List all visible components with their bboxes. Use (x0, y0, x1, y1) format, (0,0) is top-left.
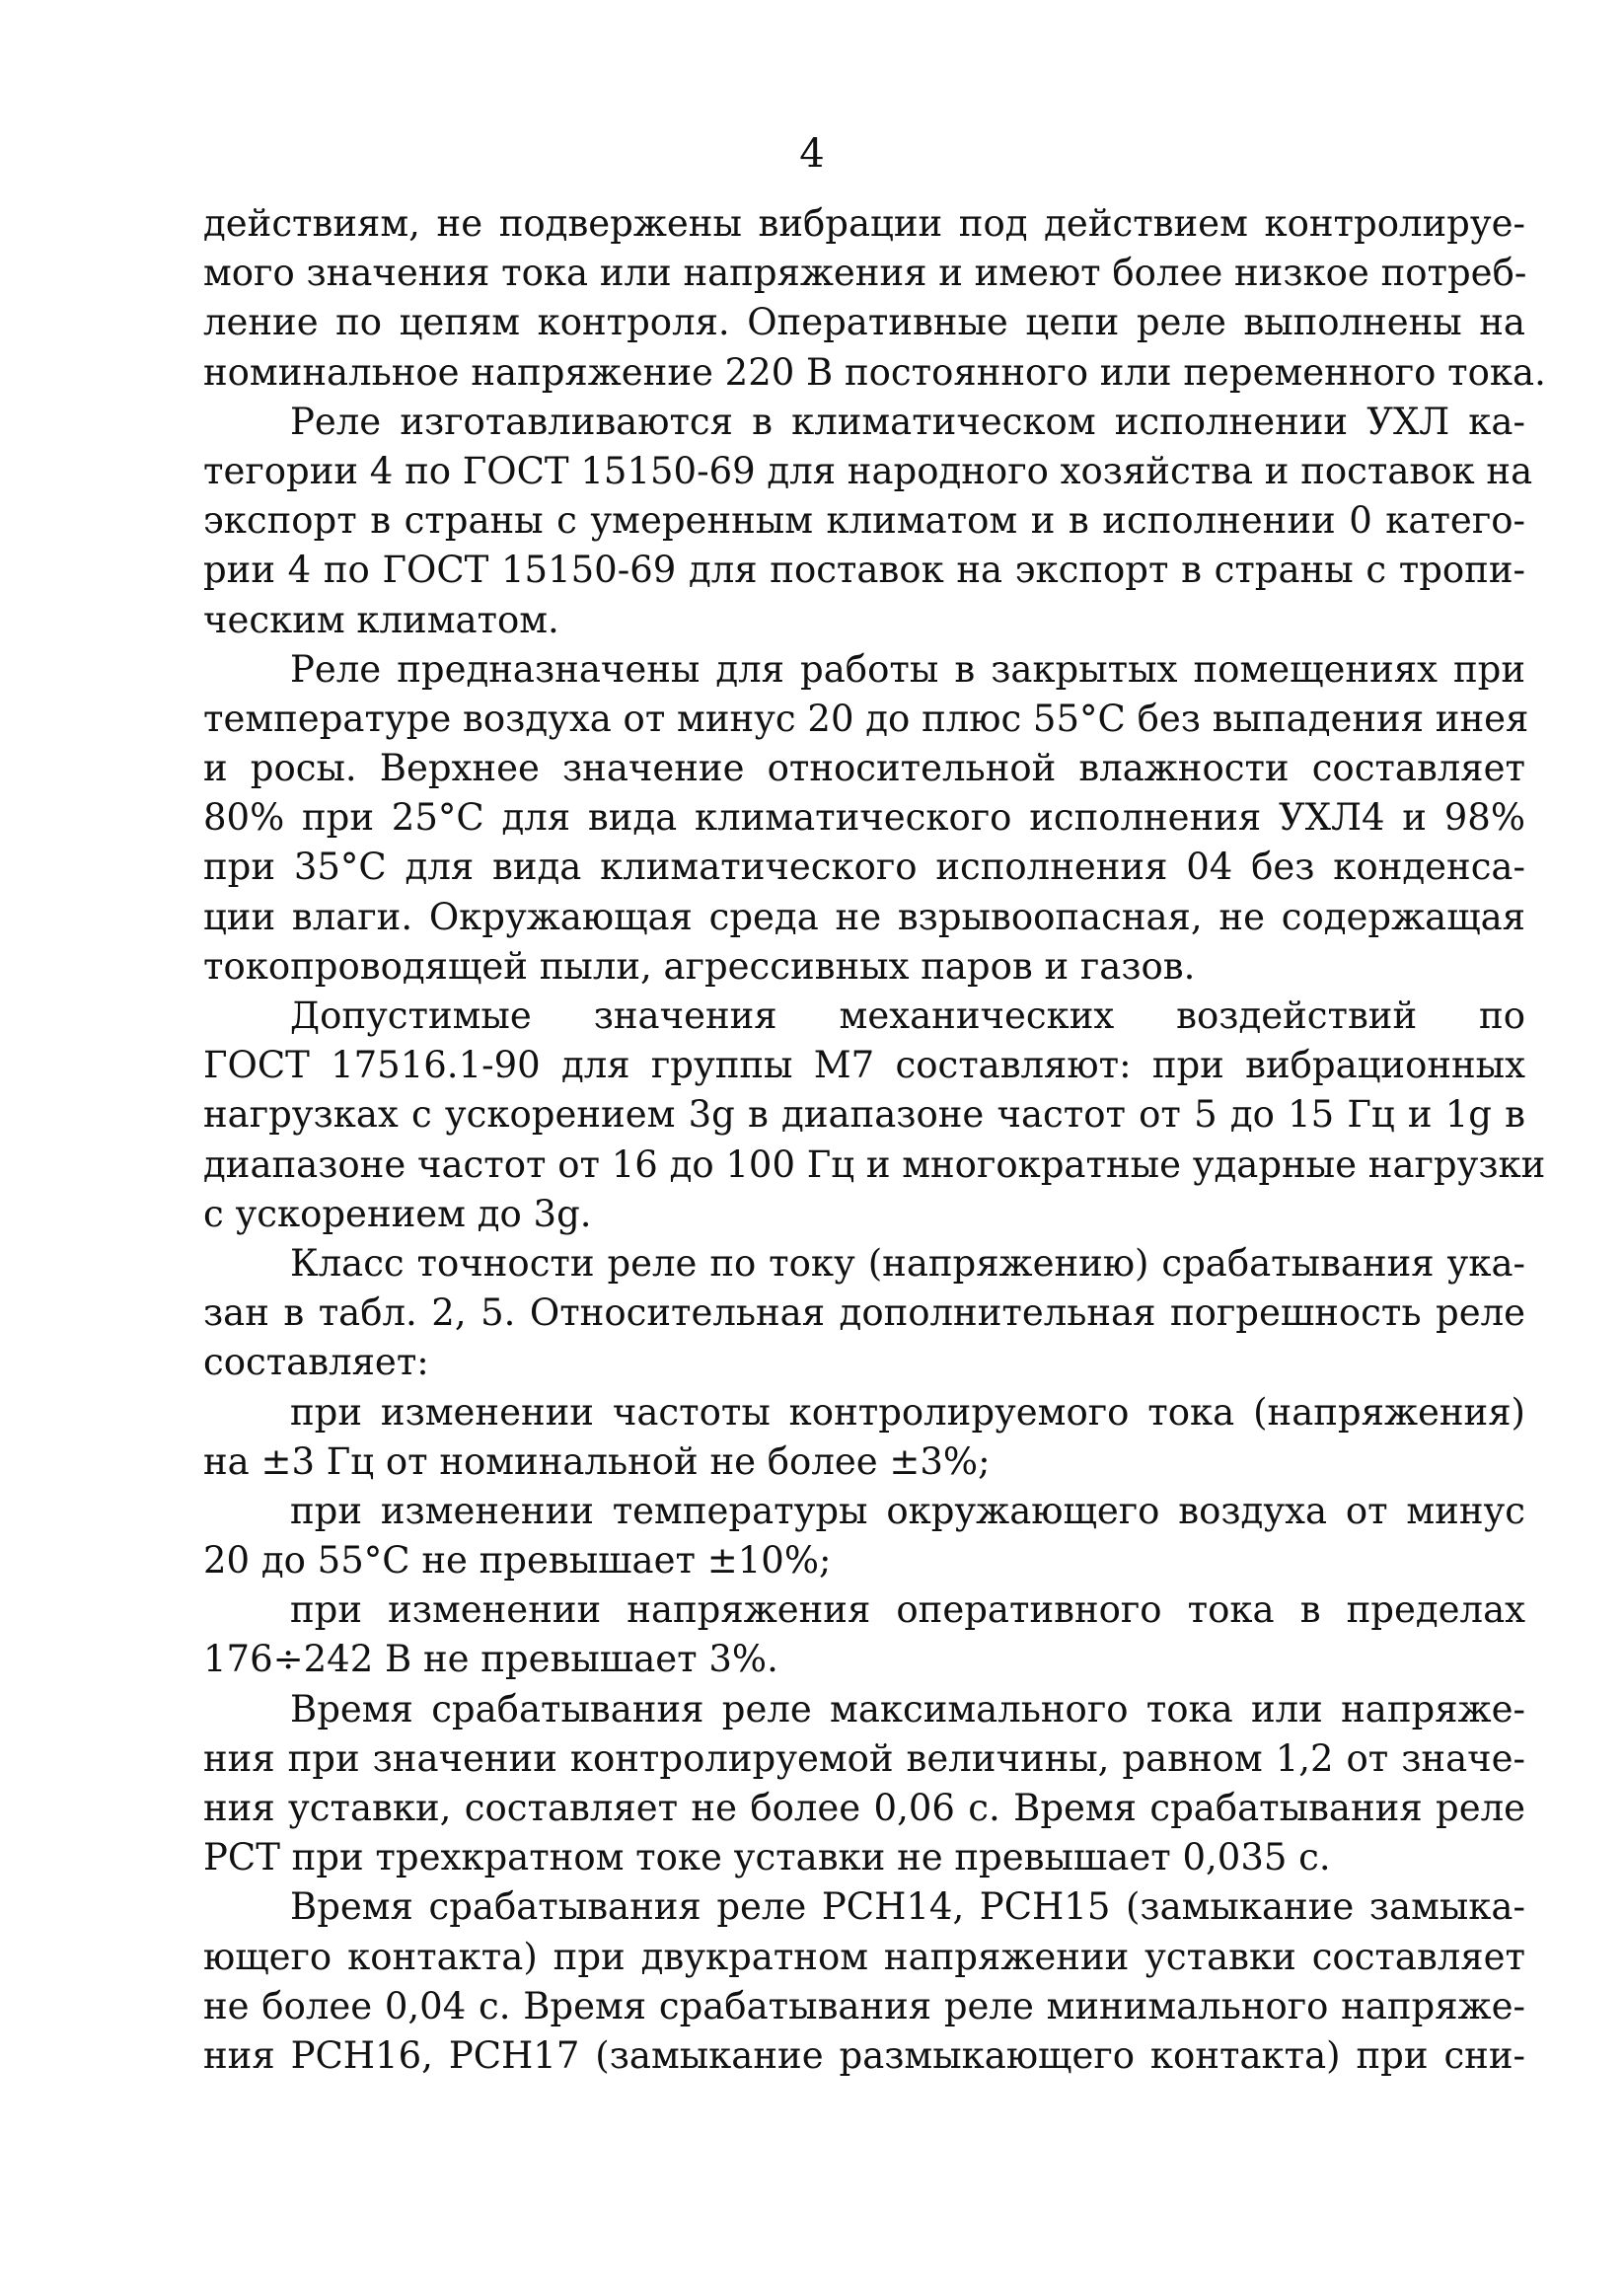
text-line: Реле предназначены для работы в закрытых помещениях при (290, 647, 1525, 691)
text-line: ции влаги. Окружающая среда не взрывоопасная, не содержащая (203, 895, 1525, 938)
text-line: зан в табл. 2, 5. Относительная дополнительная погрешность реле (203, 1291, 1525, 1335)
page-number: 4 (799, 131, 825, 177)
text-line: при изменении напряжения оперативного тока в пределах (290, 1588, 1525, 1632)
text-line: рии 4 по ГОСТ 15150-69 для поставок на экспорт в страны с тропи- (203, 549, 1525, 592)
text-line: Реле изготавливаются в климатическом исполнении УХЛ ка- (290, 400, 1525, 443)
text-line: 176÷242 В не превышает 3%. (203, 1638, 778, 1681)
body-text (203, 199, 1546, 2081)
text-line: 80% при 25°С для вида климатического исполнения УХЛ4 и 98% (203, 796, 1525, 840)
text-line: с ускорением до 3g. (203, 1192, 592, 1235)
text-line: тегории 4 по ГОСТ 15150-69 для народного хозяйства и поставок на (203, 449, 1533, 492)
text-line: составляет: (203, 1341, 429, 1384)
text-line: при изменении температуры окружающего воздуха от минус (290, 1489, 1525, 1532)
text-line: на ±3 Гц от номинальной не более ±3%; (203, 1439, 991, 1483)
text-line: токопроводящей пыли, агрессивных паров и газов. (203, 944, 1196, 988)
text-line: Допустимые значения механических воздействий по (290, 994, 1525, 1037)
text-line: ния РСН16, РСН17 (замыкание размыкающего контакта) при сни- (203, 2033, 1525, 2077)
text-line: Время срабатывания реле РСН14, РСН15 (замыкание замыка- (290, 1885, 1525, 1929)
text-line: и росы. Верхнее значение относительной влажности составляет (203, 747, 1525, 790)
text-line: ния при значении контролируемой величины, равном 1,2 от значе- (203, 1736, 1525, 1780)
text-line: Время срабатывания реле максимального тока или напряже- (290, 1687, 1525, 1731)
text-line: Класс точности реле по току (напряжению) срабатывания ука- (290, 1241, 1525, 1285)
text-line: ление по цепям контроля. Оперативные цепи реле выполнены на (203, 301, 1525, 344)
text-line: действиям, не подвержены вибрации под действием контролируе- (203, 202, 1525, 245)
text-line: при 35°С для вида климатического исполнения 04 без конденса- (203, 846, 1525, 889)
text-line: не более 0,04 с. Время срабатывания реле минимального напряже- (203, 1984, 1525, 2027)
text-line: 20 до 55°С не превышает ±10%; (203, 1539, 832, 1583)
text-line: ния уставки, составляет не более 0,06 с. Время срабатывания реле (203, 1787, 1525, 1829)
text-line: диапазоне частот от 16 до 100 Гц и многократные ударные нагрузки (203, 1142, 1546, 1186)
text-line: РСТ при трехкратном токе уставки не превышает 0,035 с. (203, 1836, 1331, 1879)
text-line: экспорт в страны с умеренным климатом и в исполнении 0 катего- (203, 499, 1525, 543)
text-line: нагрузках с ускорением 3g в диапазоне частот от 5 до 15 Гц и 1g в (203, 1093, 1525, 1137)
text-line: номинальное напряжение 220 В постоянного или переменного тока. (203, 350, 1546, 394)
text-line: при изменении частоты контролируемого тока (напряжения) (290, 1390, 1525, 1434)
text-line: ГОСТ 17516.1-90 для группы М7 составляют: при вибрационных (203, 1044, 1525, 1087)
text-line: ческим климатом. (203, 598, 559, 641)
text-line: ющего контакта) при двукратном напряжении уставки составляет (203, 1935, 1525, 1978)
text-line: температуре воздуха от минус 20 до плюс 55°С без выпадения инея (203, 697, 1529, 740)
text-line: мого значения тока или напряжения и имеют более низкое потреб- (203, 252, 1527, 295)
